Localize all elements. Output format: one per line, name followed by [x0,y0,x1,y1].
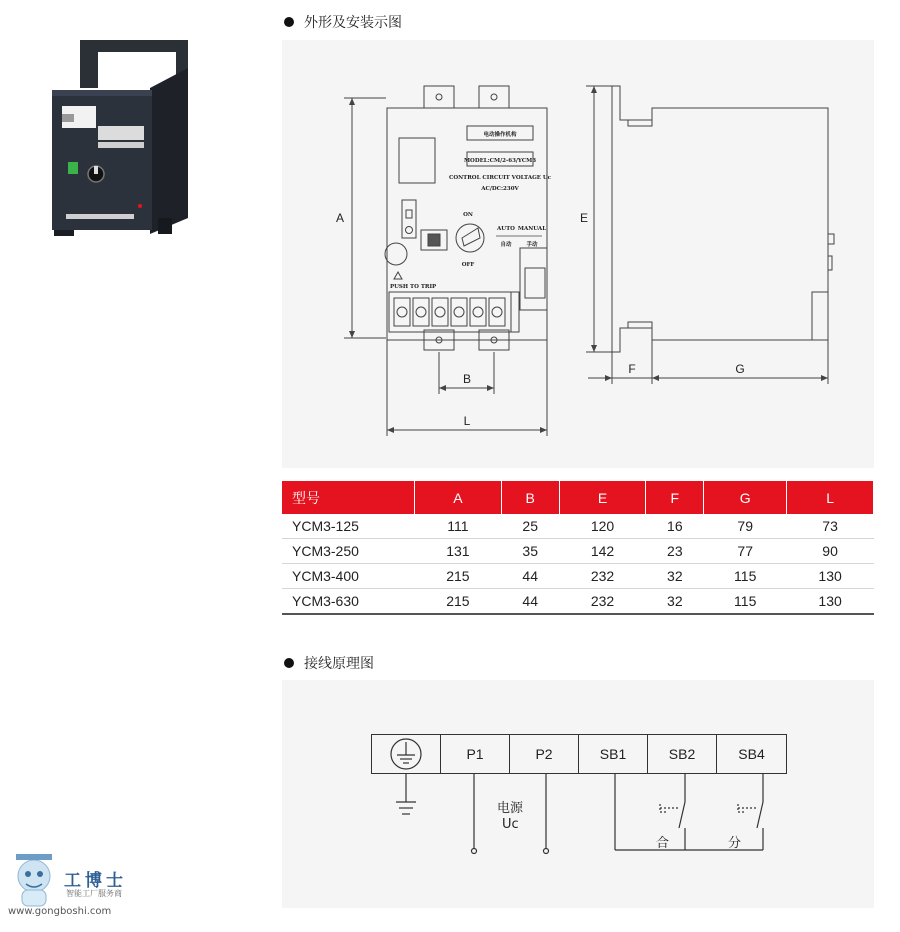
outline-drawing [282,40,874,468]
table-header: E [559,481,646,514]
dim-label-e: E [579,211,589,225]
drawing-label-push-to-trip: PUSH TO TRIP [390,284,437,290]
drawing-label-line3: CONTROL CIRCUIT VOLTAGE Uc [448,175,552,181]
power-label: 电源 [497,801,524,816]
dim-label-b: B [462,372,472,386]
drawing-label-auto: AUTO [497,226,515,232]
table-header-row [282,481,874,514]
table-cell: 25 [501,514,559,539]
table-header: A [415,481,502,514]
drawing-label-line4: AC/DC:230V [481,186,519,192]
table-cell: 131 [415,539,502,564]
table-cell: 73 [787,514,874,539]
dim-label-l: L [463,414,471,428]
drawing-label-auto-cn: 自动 [500,242,512,248]
table-cell: 130 [787,589,874,615]
table-cell: 35 [501,539,559,564]
dimension-table [282,481,874,615]
table-cell: YCM3-400 [282,564,415,589]
table-header: G [704,481,787,514]
table-cell: 44 [501,589,559,615]
drawing-label-on: ON [463,212,473,218]
table-cell: 16 [646,514,704,539]
product-photo [40,38,192,238]
table-cell: 79 [704,514,787,539]
table-cell: 115 [704,589,787,615]
table-header: 型号 [282,481,415,514]
terminal-cell-sb4: SB4 [738,746,765,762]
table-cell: 232 [559,589,646,615]
table-row [282,514,874,539]
outline-drawing-panel [282,40,874,468]
table-cell: 32 [646,564,704,589]
table-row [282,539,874,564]
table-row [282,589,874,615]
table-cell: YCM3-125 [282,514,415,539]
table-cell: YCM3-250 [282,539,415,564]
table-header: F [646,481,704,514]
table-cell: 44 [501,564,559,589]
watermark-slogan: 智能工厂服务商 [66,889,122,898]
table-cell: 115 [704,564,787,589]
table-cell: 120 [559,514,646,539]
watermark-brand: 工博士 [64,871,127,891]
wiring-section-header [284,653,374,673]
wiring-section-title: 接线原理图 [304,656,374,672]
terminal-cell-p1: P1 [441,735,510,773]
terminal-cell-sb2: SB2 [648,735,717,773]
terminal-cell-sb1: SB1 [579,735,648,773]
open-label: 分 [728,836,742,851]
dim-label-f: F [628,362,636,376]
drawing-label-manual-cn: 手动 [526,242,538,248]
table-cell: 23 [646,539,704,564]
drawing-label-manual: MANUAL [517,226,547,232]
table-cell: 232 [559,564,646,589]
bullet-dot [284,17,294,27]
table-row [282,564,874,589]
table-cell: 215 [415,589,502,615]
watermark-url: www.gongboshi.com [8,906,112,917]
table-cell: 32 [646,589,704,615]
table-cell: 77 [704,539,787,564]
dim-label-g: G [735,362,745,376]
drawing-label-line1: 电动操作机构 [483,132,517,138]
drawing-label-line2: MODEL:CM/2-63/YCM3 [463,158,537,164]
bullet-dot [284,658,294,668]
wiring-schematic [282,680,874,908]
table-cell: 111 [415,514,502,539]
table-cell: 90 [787,539,874,564]
terminal-cell-p2: P2 [510,735,579,773]
close-label: 合 [656,836,670,851]
drawing-label-off: OFF [461,262,475,268]
dim-label-a: A [335,211,345,225]
table-cell: 130 [787,564,874,589]
table-header: L [787,481,874,514]
table-cell: 215 [415,564,502,589]
watermark-logo [6,852,146,922]
table-cell: YCM3-630 [282,589,415,615]
power-voltage-label: Uc [502,817,519,832]
table-header: B [501,481,559,514]
outline-section-header [284,12,402,32]
table-cell: 142 [559,539,646,564]
outline-section-title: 外形及安装示图 [304,15,402,31]
